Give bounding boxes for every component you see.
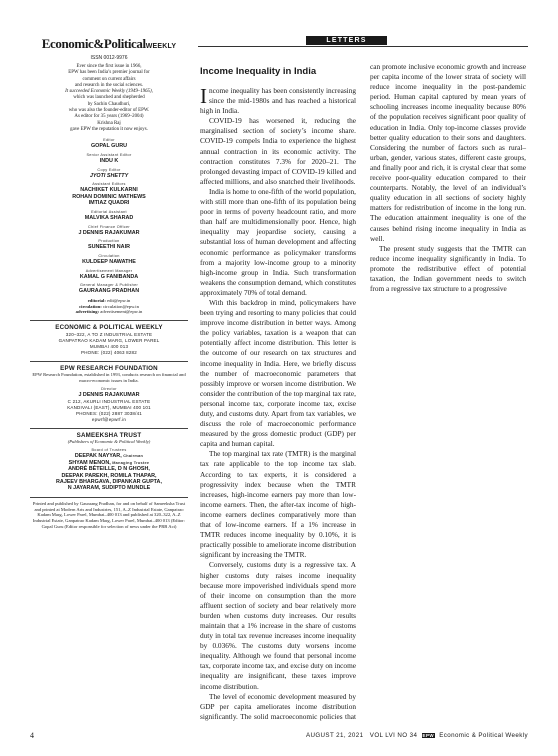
footer-issue-info: AUGUST 21, 2021 VOL LVI NO 34 EPW Economic & Political Weekly [305,732,528,739]
page-footer [30,731,528,741]
divider [30,428,188,429]
advertising-email[interactable]: advertisement@epw.in [100,309,143,315]
contact-emails: editorial: edit@epw.in circulation: circulation@epw.in advertising: advertisement@epw.in [75,297,143,315]
divider [30,320,188,321]
header-rule [198,46,528,47]
page-number: 4 [30,731,34,740]
article-paragraph: The top marginal tax rate (TMTR) is the marginal tax rate applicable to the top income tax slab. According to tax experts, it is considered a progressivity index because when the TMTR increases, high-income earners pay more than low-income earners. Then, the after-tax income of high-income earners declines comparatively more than that of low-income earners. If a 1% increase in TMTR reduces income inequality by 0.10%, it is practically possible to ameliorate income distribution significant by increasing the TMTR. [200,449,356,560]
article-paragraph: Conversely, customs duty is a regressive tax. A higher customs duty raises income inequality because more impoverished individuals spend more of their income on consumption than the more affluent section of society and bear relatively more burden when customs duty increases. Our results maintain that a 1% increase in the share of customs duty in total tax revenue increases income inequality by 0.036%. The customs duty worsens income inequality. Although we found that personal income tax, corporate income tax, and excise duty on income inequality are insignificant, these taxes improve income distribution. [200,560,356,691]
divider [30,361,188,362]
article-paragraph: With this backdrop in mind, policymakers have been trying and resorting to many policies that could improve income distribution in better ways. Among the policy variables, taxation is a weapon that can potentially affect income distribution. This letter is the outcome of our research on tax structures and income inequality in India. Here, we briefly discuss the number of macroeconomic parameters that possibly improve or worsen income distribution. We consider the contribution of the top marginal tax rate, personal income tax, corporate income tax, excise duty, and customs duty. Apart from tax variables, we discuss the role of macroeconomic performance measured by the gross domestic product (GDP) per capita and human capital. [200,297,356,449]
drop-cap: I [200,84,207,108]
article-paragraph: COVID-19 has worsened it, reducing the marginalised section of society’s income share. COVID-19 compels India to experience the highest annual contraction in its economic activity. The contraction constitutes 7.3% for 2020–21. The prolonged devasting impact of COVID-19 killed and affected millions, and also snatched their livelihoods. [200,116,356,186]
issn: ISSN 0012-9976 [90,55,128,61]
divider [30,497,188,498]
printer-imprint: Printed and published by Gauraang Pradhan, for and on behalf of Sameeksha Trust and printed at Modern Arts and Industries, 151, A–Z Industrial Estate, Ganpatrao Kadam Marg, Lower Parel, Mumbai–400 013 and published at 320–322, A–Z Industrial Estate, Ganpatrao Kadam Marg, Lower Parel, Mumbai–400 013 (Editor: Gopal Guru (Editor responsible for selection of news under the PRB Act) [32,500,186,529]
sameeksha-trust: SAMEEKSHA TRUST (Publishers of Economic & Political Weekly) Board of Trustees DEEPAK NAYYAR, Chairman SHYAM MENON, Managing Trustee ANDRÉ BÉTEILLE, D N GHOSH, DEEPAK PAREKH, ROMILA THAPAR, RAJEEV BHARGAVA, DIPANKAR GUPTA, N JAYARAM, SUDIPTO MUNDLE [56,431,162,492]
epw-badge: EPW [422,732,434,738]
article-paragraph: India is home to one-fifth of the world population, with still more than one-fifth of its population being poor in terms of poverty headcount ratio, and more than half are multidimensionally poor. Hence, high inequality may jeopardise society, causing a substantial loss of human development and affecting economic performance as policymaker transforms from a majority low-income group to a minority high-income group in India. Such transformation weakens the consumption demand, which constitutes approximately 70% of total demand. [200,186,356,297]
masthead-sidebar [30,36,188,530]
article-body [200,62,526,730]
staff-list: Editor GOPAL GURU Senior Assistant Editor INDU K Copy Editor JYOTI SHETTY Assistant Editors NACHIKET KULKARNI ROHAN DOMINIC MATHEWS IMTIAZ QUADRI Editorial Assistant MALVIKA SHARAD Chief Finance Officer J DENNIS RAJAKUMAR Production SUNEETHI NAIR Circulation KULDEEP NAWATHE Advertisement Manager KAMAL G FANIBANDA General Manager & Publisher GAURAANG PRADHAN [72,138,146,295]
epw-address: ECONOMIC & POLITICAL WEEKLY 320–322, A TO Z INDUSTRIAL ESTATE GANPATRAO KADAM MARG, LOWER PAREL MUMBAI 400 013 PHONE: (022) 4063 8282 [55,324,163,355]
foundation-email[interactable]: epwrf@epwrf.in [91,416,127,422]
section-banner: LETTERS [306,36,387,45]
editorial-email[interactable]: edit@epw.in [107,297,131,303]
article-paragraph: The present study suggests that the TMTR can reduce income inequality significantly in India. To promote the redistributive effect of potential taxation, the Indian government needs to switch from a regressive tax structure to a progressive [370,243,526,294]
circulation-email[interactable]: circulation@epw.in [102,303,139,309]
research-foundation: EPW RESEARCH FOUNDATION EPW Research Foundation, established in 1993, conducts research on financial and macro-economic issues in India. Director J DENNIS RAJAKUMAR C 212, AKURLI INDUSTRIAL ESTATE KANDIVALI (EAST), MUMBAI 400 101 PHONES: (022) 2887 3038/41 epwrf@epwrf.in [30,365,188,423]
article-paragraph: Income inequality has been consistently increasing since the mid-1980s and has reached a historical high in India. [200,84,356,116]
masthead-logo: Economic&PoliticalWEEKLY [41,36,177,51]
article-title: Income Inequality in India [200,66,317,77]
article-paragraph: The level of economic development measured by GDP per capita ameliorates income distribution significantly. The solid macroeconomic policies that can promote inclusive economic growth and increase per capita income of the lower strata of society will reduce income inequality in the post-pandemic period. Human capital captured by mean years of schooling increases income inequality because 80% of the population receives significant poor quality of education in India. Only top-income classes provide better quality education to their sons and daughters. Considering the number of factors such as rural–urban, gender, various states, different caste groups, and finally poor and rich, it is crystal clear that some receive poor-quality education compared to their counterparts. Notably, the level of an individual’s quality education in all sections of society highly matters for redistribution of income in the long run. The education attainment inequality is one of the causes behind rising income inequality in India as well. [200,62,526,721]
intro-text: Ever since the first issue in 1966, EPW has been India’s premier journal for comment on current affairs and research in the social sciences. It succeeded Economic Weekly (1949–1965), which was launched and shepherded by Sachin Chaudhuri, who was also the founder-editor of EPW. As editor for 35 years (1969–2004) Krishna Raj gave EPW the reputation it now enjoys. [65,64,153,132]
